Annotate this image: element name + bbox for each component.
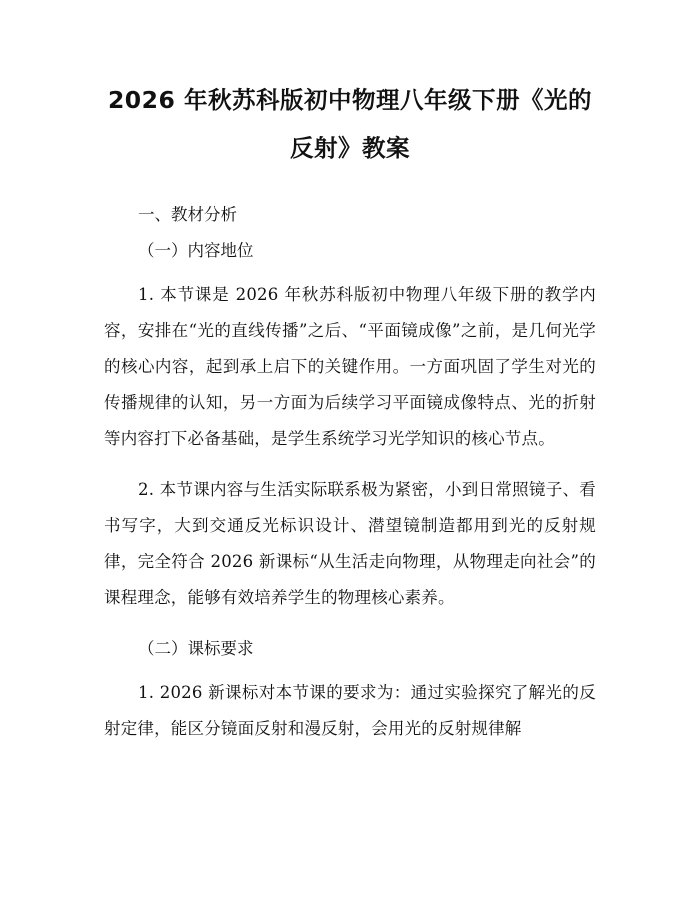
document-title (104, 76, 596, 172)
title-line-1: 2026 年秋苏科版初中物理八年级下册《光的 (107, 86, 593, 114)
paragraph-3: 1. 2026 新课标对本节课的要求为：通过实验探究了解光的反射定律，能区分镜面反射和漫反射，会用光的反射规律解 (104, 683, 596, 738)
paragraph-1: 1. 本节课是 2026 年秋苏科版初中物理八年级下册的教学内容，安排在“光的直线传播”之后、“平面镜成像”之前，是几何光学的核心内容，起到承上启下的关键作用。一方面巩固了学生对光的传播规律的认知，另一方面为后续学习平面镜成像特点、光的折射等内容打下必备基础，是学生系统学习光学知识的核心节点。 (104, 285, 596, 448)
subsection-heading-curriculum-requirements: （二）课标要求 (138, 639, 254, 658)
section-heading-textbook-analysis: 一、教材分析 (138, 205, 237, 224)
subsection-heading-content-position: （一）内容地位 (138, 241, 254, 260)
title-line-2: 反射》教案 (290, 134, 410, 162)
paragraph-2: 2. 本节课内容与生活实际联系极为紧密，小到日常照镜子、看书写字，大到交通反光标识设计、潜望镜制造都用到光的反射规律，完全符合 2026 新课标“从生活走向物理，从物理走向社会”的课程理念，能够有效培养学生的物理核心素养。 (104, 480, 596, 607)
